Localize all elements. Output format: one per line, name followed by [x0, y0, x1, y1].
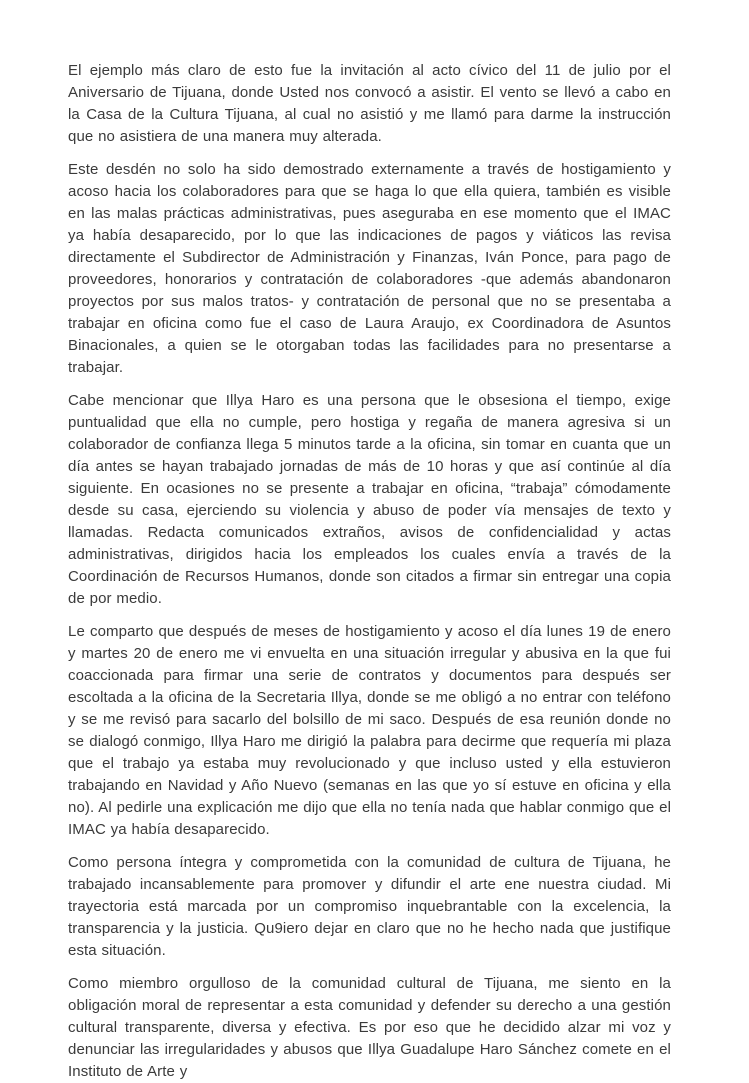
- paragraph-punctuality-obsession: Cabe mencionar que Illya Haro es una persona que le obsesiona el tiempo, exige puntualidad que ella no cumple, pero hostiga y regaña de manera agresiva si un colaborador de confianza llega 5 minutos tarde a la oficina, sin tomar en cuanta que un día antes se hayan trabajado jornadas de más de 10 horas y que así continúe al día siguiente. En ocasiones no se presente a trabajar en oficina, “trabaja” cómodamente desde su casa, ejerciendo su violencia y abuso de poder vía mensajes de texto y llamadas. Redacta comunicados extraños, avisos de confidencialidad y actas administrativas, dirigidos hacia los empleados los cuales envía a través de la Coordinación de Recursos Humanos, donde son citados a firmar sin entregar una copia de por medio.: [68, 392, 671, 607]
- paragraph-personal-integrity: Como persona íntegra y comprometida con la comunidad de cultura de Tijuana, he trabajado incansablemente para promover y difundir el arte ene nuestra ciudad. Mi trayectoria está marcada por un compromiso inquebrantable con la excelencia, la transparencia y la justicia. Qu9iero dejar en claro que no he hecho nada que justifique esta situación.: [68, 854, 671, 959]
- paragraph-administrative-practices: Este desdén no solo ha sido demostrado externamente a través de hostigamiento y acoso hacia los colaboradores para que se haga lo que ella quiera, también es visible en las malas prácticas administrativas, pues aseguraba en ese momento que el IMAC ya había desaparecido, por lo que las indicaciones de pagos y viáticos las revisa directamente el Subdirector de Administración y Finanzas, Iván Ponce, para pago de proveedores, honorarios y contratación de colaboradores -que además abandonaron proyectos por sus malos tratos- y contratación de personal que no se presentaba a trabajar en oficina como fue el caso de Laura Araujo, ex Coordinadora de Asuntos Binacionales, a quien se le otorgaban todas las facilidades para no presentarse a trabajar.: [68, 161, 671, 376]
- paragraph-community-denunciation: Como miembro orgulloso de la comunidad cultural de Tijuana, me siento en la obligación moral de representar a esta comunidad y defender su derecho a una gestión cultural transparente, diversa y efectiva. Es por eso que he decidido alzar mi voz y denunciar las irregularidades y abusos que Illya Guadalupe Haro Sánchez comete en el Instituto de Arte y: [68, 975, 671, 1080]
- paragraph-january-coercion: Le comparto que después de meses de hostigamiento y acoso el día lunes 19 de enero y martes 20 de enero me vi envuelta en una situación irregular y abusiva en la que fui coaccionada para firmar una serie de contratos y documentos para después ser escoltada a la oficina de la Secretaria Illya, donde se me obligó a no entrar con teléfono y se me revisó para sacarlo del bolsillo de mi saco. Después de esa reunión donde no se dialogó conmigo, Illya Haro me dirigió la palabra para decirme que requería mi plaza que el trabajo ya estaba muy revolucionado y que incluso usted y ella estuvieron trabajando en Navidad y Año Nuevo (semanas en las que yo sí estuve en oficina y ella no). Al pedirle una explicación me dijo que ella no tenía nada que hablar conmigo que el IMAC ya había desaparecido.: [68, 623, 671, 838]
- paragraph-invitation-civic-act: El ejemplo más claro de esto fue la invitación al acto cívico del 11 de julio por el Aniversario de Tijuana, donde Usted nos convocó a asistir. El vento se llevó a cabo en la Casa de la Cultura Tijuana, al cual no asistió y me llamó para darme la instrucción que no asistiera de una manera muy alterada.: [68, 62, 671, 145]
